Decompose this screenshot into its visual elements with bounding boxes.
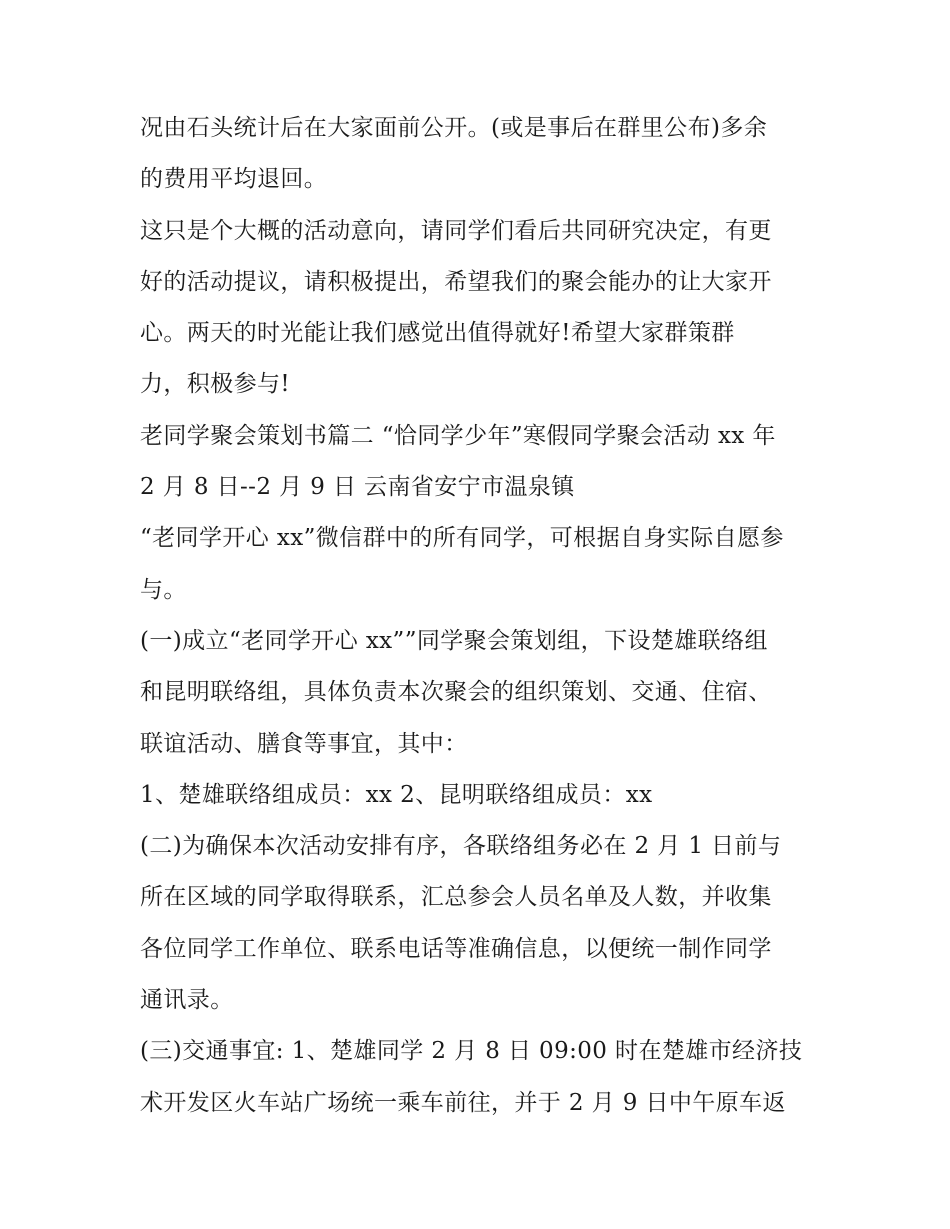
text-line: 术开发区火车站广场统一乘车前往，并于 2 月 9 日中午原车返 bbox=[140, 1089, 786, 1116]
text-line: 所在区域的同学取得联系，汇总参会人员名单及人数，并收集 bbox=[140, 884, 772, 911]
text-line: 况由石头统计后在大家面前公开。(或是事后在群里公布)多余 bbox=[140, 115, 768, 141]
text-line: (二)为确保本次活动安排有序，各联络组务必在 2 月 1 日前与 bbox=[140, 833, 782, 860]
text-line: 这只是个大概的活动意向，请同学们看后共同研究决定，有更 bbox=[140, 217, 772, 244]
text-line: 的费用平均退回。 bbox=[140, 166, 328, 193]
text-line: 各位同学工作单位、联系电话等准确信息，以便统一制作同学 bbox=[140, 935, 772, 962]
text-line: 老同学聚会策划书篇二 “恰同学少年”寒假同学聚会活动 xx 年 bbox=[140, 422, 776, 449]
text-line: 1、楚雄联络组成员：xx 2、昆明联络组成员：xx bbox=[140, 781, 653, 808]
text-line: 通讯录。 bbox=[140, 987, 234, 1014]
text-line: 联谊活动、膳食等事宜，其中： bbox=[140, 730, 468, 757]
text-line: (一)成立“老同学开心 xx””同学聚会策划组，下设楚雄联络组 bbox=[140, 627, 768, 654]
text-line: 2 月 8 日--2 月 9 日 云南省安宁市温泉镇 bbox=[140, 474, 575, 501]
text-line: 力，积极参与! bbox=[140, 371, 291, 398]
text-line: 心。两天的时光能让我们感觉出值得就好!希望大家群策群 bbox=[140, 320, 735, 347]
text-line: 和昆明联络组，具体负责本次聚会的组织策划、交通、住宿、 bbox=[140, 679, 772, 706]
text-line: (三)交通事宜: 1、楚雄同学 2 月 8 日 09:00 时在楚雄市经济技 bbox=[140, 1038, 803, 1065]
text-line: 好的活动提议，请积极提出，希望我们的聚会能办的让大家开 bbox=[140, 268, 772, 295]
text-line: “老同学开心 xx”微信群中的所有同学，可根据自身实际自愿参 bbox=[140, 525, 784, 552]
text-line: 与。 bbox=[140, 576, 187, 603]
document-body bbox=[140, 103, 820, 1129]
